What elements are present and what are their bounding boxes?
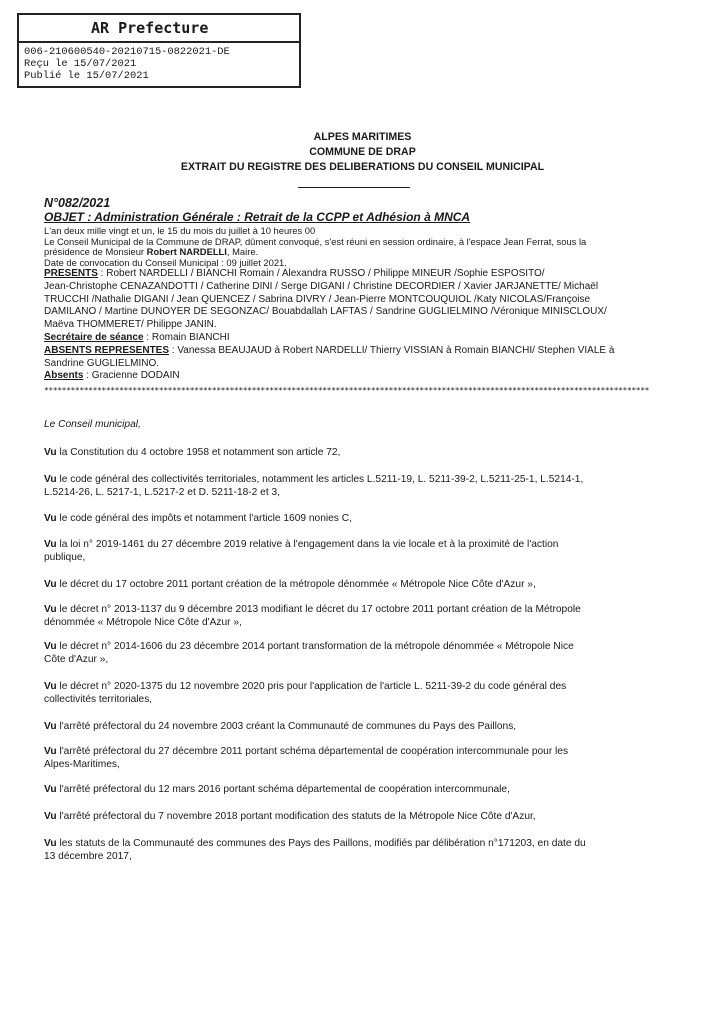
presents-line: Jean-Christophe CENAZANDOTTI / Catherine DINI / Serge DIGANI / Christine DECORDIER / Xavier JARJANETTE/ Michaël xyxy=(44,280,599,292)
considerant-4: Vu la loi n° 2019-1461 du 27 décembre 2019 relative à l'engagement dans la vie locale et à la proximité de l'action publique, xyxy=(44,539,559,563)
presents-line: TRUCCHI /Nathalie DIGANI / Jean QUENCEZ / Sabrina DIVRY / Jean-Pierre MONTCOUQUIOL /Katy NICOLAS/Françoise xyxy=(44,293,591,305)
secretaire-label: Secrétaire de séance xyxy=(44,331,144,343)
header-divider xyxy=(298,187,410,188)
considerant-6: Vu le décret n° 2013-1137 du 9 décembre 2013 modifiant le décret du 17 octobre 2011 portant création de la Métropole dénommée « Métropole Nice Côte d'Azur », xyxy=(44,604,581,628)
register-title: EXTRAIT DU REGISTRE DES DELIBERATIONS DU CONSEIL MUNICIPAL xyxy=(180,161,545,173)
absents-line: Absents : Gracienne DODAIN xyxy=(44,370,180,382)
intro-president-line: présidence de Monsieur Robert NARDELLI, Maire. xyxy=(44,246,259,257)
stamp-title: AR Prefecture xyxy=(19,15,299,43)
considerant-11: Vu l'arrêté préfectoral du 12 mars 2016 portant schéma départemental de coopération intercommunale, xyxy=(44,784,510,795)
conseil-heading: Le Conseil municipal, xyxy=(44,419,141,430)
stamp-reference: 006-210600540-20210715-0822021-DE xyxy=(24,46,230,58)
considerant-1: Vu la Constitution du 4 octobre 1958 et notamment son article 72, xyxy=(44,447,341,458)
session-intro xyxy=(44,226,684,268)
intro-convocation-line: Date de convocation du Conseil Municipal : 09 juillet 2021. xyxy=(44,256,287,268)
department-heading: ALPES MARITIMES xyxy=(313,131,412,143)
presents-line: Maëva THOMMERET/ Philippe JANIN. xyxy=(44,319,217,331)
absents-representes-line: ABSENTS REPRESENTES : Vanessa BEAUJAUD à Robert NARDELLI/ Thierry VISSIAN à Romain BIANCHI/ Stephen VIALE à xyxy=(44,344,615,356)
presents-section xyxy=(44,268,684,383)
absents-label: Absents xyxy=(44,370,84,382)
stamp-body xyxy=(19,43,299,86)
presents-line: DAMILANO / Martine DUNOYER DE SEGONZAC/ Bouabdallah LAFTAS / Sandrine GUGLIELMINO /Véronique MINISCLOUX/ xyxy=(44,306,607,318)
intro-session-line: Le Conseil Municipal de la Commune de DRAP, dûment convoqué, s'est réuni en session ordinaire, à l'espace Jean Ferrat, sous la xyxy=(44,235,587,247)
absents-representes-label: ABSENTS REPRESENTES xyxy=(44,344,170,356)
considerant-3: Vu le code général des impôts et notamment l'article 1609 nonies C, xyxy=(44,513,352,524)
considerant-5: Vu le décret du 17 octobre 2011 portant création de la métropole dénommée « Métropole Nice Côte d'Azur », xyxy=(44,579,536,590)
secretaire-line: Secrétaire de séance : Romain BIANCHI xyxy=(44,331,230,343)
deliberation-objet: OBJET : Administration Générale : Retrait de la CCPP et Adhésion à MNCA xyxy=(44,210,471,224)
considerant-9: Vu l'arrêté préfectoral du 24 novembre 2003 créant la Communauté de communes du Pays des Paillons, xyxy=(44,721,517,732)
considerant-7: Vu le décret n° 2014-1606 du 23 décembre 2014 portant transformation de la métropole dénommée « Métropole Nice Côte d'Azur », xyxy=(44,641,574,665)
considerant-13: Vu les statuts de la Communauté des communes des Pays des Paillons, modifiés par délibération n°171203, en date du 13 décembre 2017, xyxy=(44,838,586,862)
considerant-10: Vu l'arrêté préfectoral du 27 décembre 2011 portant schéma départemental de coopération intercommunale pour les Alpes-Maritimes, xyxy=(44,746,569,770)
presents-line: : Robert NARDELLI / BIANCHI Romain / Alexandra RUSSO / Philippe MINEUR /Sophie ESPOSITO/ xyxy=(97,268,545,279)
deliberation-number: N°082/2021 xyxy=(44,196,111,210)
stamp-received-date: Reçu le 15/07/2021 xyxy=(24,58,137,70)
absents-representes-line: Sandrine GUGLIELMINO. xyxy=(44,357,160,369)
stamp-published-date: Publié le 15/07/2021 xyxy=(24,70,149,82)
prefecture-stamp xyxy=(17,13,301,88)
mayor-name: Robert NARDELLI xyxy=(146,246,227,257)
considerant-12: Vu l'arrêté préfectoral du 7 novembre 2018 portant modification des statuts de la Métropole Nice Côte d'Azur, xyxy=(44,811,536,822)
separator-line: ***************************************************************************************************************************************** xyxy=(44,386,650,395)
presents-label: PRESENTS xyxy=(44,268,98,279)
considerant-8: Vu le décret n° 2020-1375 du 12 novembre 2020 pris pour l'application de l'article L. 5211-39-2 du code général des collectivités territoriales, xyxy=(44,681,567,705)
commune-heading: COMMUNE DE DRAP xyxy=(309,146,416,158)
intro-date-line: L'an deux mille vingt et un, le 15 du mois du juillet à 10 heures 00 xyxy=(44,225,316,236)
considerant-2: Vu le code général des collectivités territoriales, notamment les articles L.5211-19, L. 5211-39-2, L.5211-25-1, L.5214-1, L.5214-26, L. 5217-1, L.5217-2 et D. 5211-18-2 et 3, xyxy=(44,474,584,498)
